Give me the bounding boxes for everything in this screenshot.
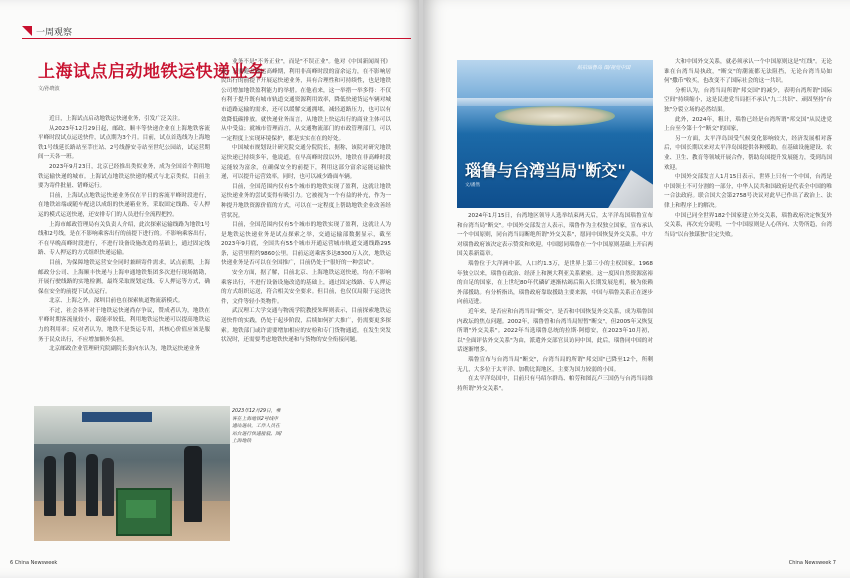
paragraph: 瑙鲁宣布与台湾当局"断交"，台湾当局的所谓"邦交国"已降至12个，所剩无几，大多位于太平洋、加勒比海地区，主要为国力较弱的小国。 [457, 356, 653, 373]
paragraph: 2023年9月23日，北京已经推出类似业务，成为全国首个利用地铁运输快递的城市。上海试点地铁运快递的模式与北京类似，目前主要为寄件批量、错峰运行。 [38, 163, 210, 190]
photo-horizon [457, 98, 653, 106]
section-corner-icon [22, 26, 32, 36]
left-column-2 [221, 58, 391, 346]
paragraph: 目前，全国范围内仅有5个城市的地铁实现了盈利，这就让地铁运快递业务的尝试变得有吸引力。它被视为一个有益的补充，作为一种提升地铁资源价值的方式，可以在一定程度上帮助地铁企业改善经营状况。 [221, 183, 391, 219]
page-footer: 6 China Newsweek [10, 560, 58, 566]
photo-person [86, 454, 98, 516]
section-rule [22, 38, 411, 39]
paragraph: 不过，社会各界对于地铁运快递尚存争议，赞成者认为，地铁在平峰时期客流量较小，载能率较低，利用地铁运快递可以提高地铁运力的利用率；反对者认为，地铁不是货运专用，其核心价值应该是服务于民众出行，不应增加额外负担。 [38, 307, 210, 343]
paragraph: 近年来，是否应和台湾当局"断交"，是否和中国恢复外交关系，成为瑙鲁国内政坛的焦点问题。2002年，瑙鲁曾和台湾当局短暂"断交"，但2005年又恢复所谓"外交关系"。2022年当选瑙鲁总统的拉斯·阿德安，在2023年10月初，以"全面评估外交关系"为由，派遣外交部官员访问中国，此后，瑙鲁同中国的对话逐渐增多。 [457, 308, 653, 354]
paragraph: 另一方面，太平洋岛国受气候变化影响较大，经济发展相对落后，中国长期以来对太平洋岛国提供各种援助，在基础设施建设、农业、卫生、教育等领域开展合作，帮助岛国提升发展能力，受到岛国欢迎。 [664, 135, 832, 171]
photo-delivery-cart [116, 488, 172, 536]
article-title: 瑙鲁与台湾当局"断交" [465, 161, 626, 180]
paragraph: 目前，全国范围内仅有5个城市的地铁实现了盈利，这就让人为是地铁运快递业务是试点探索之举，交通运输部数据显示，截至2023年9月底，全国共有55个城市开通运营城市轨道交通线路295条，运营里程约9860公里。目前运送乘客多达8300万人次，地铁运快递业务是否可以在全国推广，目前仍处于"很好的一种尝试"。 [221, 222, 391, 267]
paragraph: 此外，2024年，粗计，瑙鲁已经是台湾所谓"邦交国"从民进党上台至今第十个"断交"的国家， [664, 116, 832, 133]
article-byline: 文/孙晓波 [38, 86, 60, 92]
paragraph: 从2023年12月29日起，邮政、顺丰等快递企业在上海地铁客流平峰时段试点运送快件，试点期为3个月。目前，试点首选线为上海地铁1号线延长路站至莘庄站、2号线静安寺站至世纪公园站，试运营期间一天各一班。 [38, 125, 210, 161]
photo-person [44, 456, 56, 516]
paragraph: 在太平洋岛国中，目前只有马绍尔群岛、帕劳和图瓦卢三国仍与台湾当局维持所谓"外交关系"。 [457, 376, 653, 392]
paragraph: 北京、上海之外，深圳目前也在探索轨道物流新模式。 [49, 298, 184, 305]
paragraph: 瑙鲁位于大洋洲中部，人口约1.3万，是世界上第三小的主权国家。1968年独立以来，瑙鲁在政治、经济上和澳大利亚关系紧密。这一度因自然资源富裕的自足的国家，在上世纪80年代磷矿逐渐枯竭后陷入长期发展危机，极为依赖外部援助。有分析指出，瑙鲁政府靠取援助主要来源，中国与瑙鲁关系正在逐步向前迈进。 [457, 260, 653, 306]
subway-photo [34, 406, 230, 541]
paragraph: 上海市邮政管理局有关负责人介绍，此次探索运输线路为地铁1号线和2号线，是在不影响乘客出行的前提下进行的。不影响乘客出行，不在早晚高峰时段进行，不进行设备设施改造的基础上，通过固定线路、专人押运的方式组织快递运输。 [38, 221, 210, 257]
paragraph: 2024年1月15日，台湾地区领导人选举结束两天后，太平洋岛国瑙鲁宣布和台湾当局"断交"。中国外交部发言人表示，瑙鲁作为主权独立国家，宣布承认一个中国原则，同台湾当局断绝所谓"外交关系"，愿同中国恢复外交关系，中方对瑙鲁政府该决定表示赞赏和欢迎。中国愿同瑙鲁在一个中国原则基础上开启两国关系新篇章。 [457, 213, 653, 258]
article-byline: 文/潘然 [465, 183, 481, 188]
photo-caption: 2023年12月29日，乘客在上海地铁2号线申通站进站，工作人员在站台进行快递接驳。图/上海地铁 [232, 409, 282, 445]
right-page [423, 0, 850, 578]
paragraph: 北京邮政企业管理研究院副院长张向东认为，地铁运快递业务 [49, 346, 201, 353]
right-column-2 [664, 58, 832, 240]
photo-credit: 航拍瑙鲁岛 图/视觉中国 [577, 65, 631, 71]
paragraph: 安全方面，据了解，目前北京、上海地铁运送快递，均在不影响乘客出行，不进行设备设施改造的基础上，通过固定线路、专人押运的方式组织运送，符合相关安全要求。但目前，也仅仅局限于运送快件，文件等轻小类物件。 [221, 270, 391, 305]
paragraph: 中国已同全世界182个国家建立外交关系，瑙鲁政府决定恢复外交关系，再次充分说明，一个中国原则是人心所向、大势所趋，台湾当局"以台独谋独"注定失败。 [664, 212, 832, 238]
paragraph: 目前，上海试点地铁运快递业务仅在平日的客流平峰时段进行，在地铁站端或随车配送以成组的快递箱业务，采取固定线路、专人押运的模式运送快递，还安排专门的人员进行全流程把控。 [38, 192, 210, 218]
section-tag [22, 24, 72, 38]
photo-person [102, 458, 114, 516]
paragraph: 大和中国外交关系，就必须承认一个中国原则这是"红线"。无论谁在台湾当局执政，"断交"的潮流都无法阻挡，无论台湾当局如何"撒币"收买，也改变不了国际社会的这一共识。 [664, 59, 832, 85]
paragraph: 中国城市规划设计研究院交通分院院长，据称，该院对研究地铁运快递已持续多年，他说道，在早高峰时段以外，地铁在非高峰时段运能较为富余，在确保安全的前提下，利用这部分富余运能运输快递，可以提升运营效率，同时，也可以减少路面车辆。 [221, 145, 391, 181]
paragraph: 分析认为，台湾当局所谓"邦交国"的减少，表明台湾所谓"国际空间"持续缩小，这是民进党当局拒不承认"九二共识"、顽固坚持"台独"分裂立场的必然结果。 [664, 87, 832, 113]
photo-person [64, 452, 76, 516]
section-label: 一周观察 [36, 27, 73, 38]
photo-station-sign [82, 412, 152, 422]
article-title: 上海试点启动地铁运快递业务 [38, 62, 266, 82]
photo-cart-box [126, 500, 156, 518]
photo-person [184, 446, 202, 522]
right-column-1 [457, 212, 653, 394]
paragraph: 近日，上海试点启动地铁运快递业务，引发广泛关注。 [49, 116, 184, 122]
island-aerial-photo [457, 60, 653, 208]
paragraph: 中国外交部发言人1月15日表示，世界上只有一个中国，台湾是中国领土不可分割的一部分，中华人民共和国政府是代表全中国的唯一合法政府。联合国大会第2758号决议对此早已作出了政治上、法律上和程序上的解决。 [664, 174, 832, 209]
photo-island [495, 106, 615, 126]
left-column-1 [38, 115, 210, 355]
paragraph: 目前，为保障地铁运营安全同时兼顾寄件需求，试点前期，上海邮政分公司、上海顺丰快递与上海申通地铁集团多次进行现场踏勘，开展行驶线路的实地检测，最终采取规划定线、专人押运等方式，确保在安全的前提下试点运行。 [38, 259, 210, 295]
left-page [0, 0, 421, 578]
paragraph: 武汉理工大学交通与物流学院教授朱晖则表示，目前探索地铁运送快件的实践，仍处于起步阶段，后续如何扩大推广，仍需要更多探索。地铁部门或许需要增加相应的安检和专门货物通道，在发生突发状况时，还需要考虑地铁快递和与货物的安全衔接问题。 [221, 308, 391, 344]
page-footer: China Newsweek 7 [788, 560, 836, 566]
paragraph: 业务不是"不务正业"，而是"不误正业"。他对《中国新闻周刊》说，只要避开客运高峰期，利用非高峰时段的富余运力，在不影响居民出行的前提下开展运快递业务，具有合理性和可持续性，也是地铁公司增加地铁盈利能力的举措。在他看来，这一举措一举多得：不仅有利于提升既有城市轨道交通资源利用效率，降低快递货运车辆对城市道路运输的需求，还可以缓解交通拥堵，减轻道路压力，也可以有效降低碳排放。就快递业务而言，从地铁上快运出行的商业主体可以从中受益；就城市管理而言，从交通物流部门的市政管理部门，可以一定程度上实现环境保护，都是实实在在的好处。 [221, 59, 391, 142]
